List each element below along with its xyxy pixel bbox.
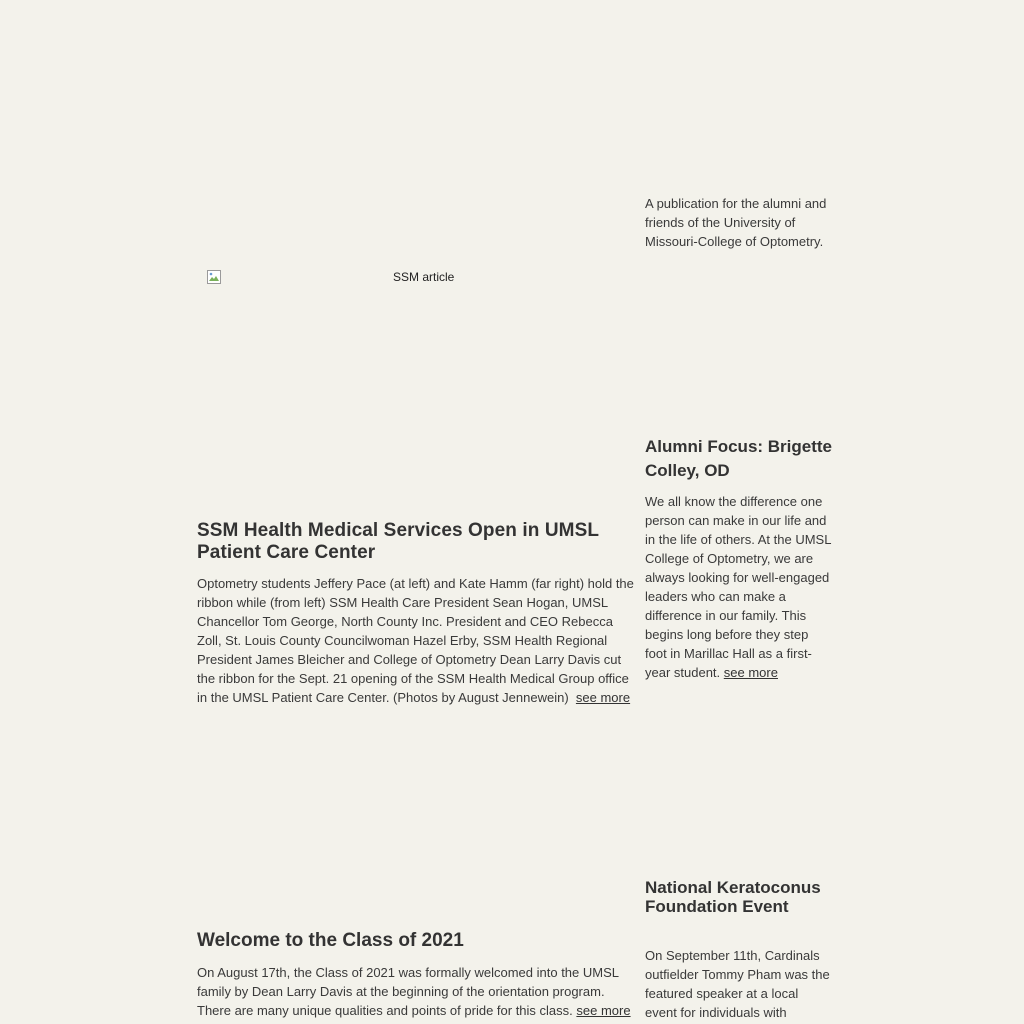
publication-tagline: A publication for the alumni and friends of the University of Missouri-College of Optometry.: [645, 196, 827, 249]
alumni-focus-summary: [645, 492, 831, 682]
ssm-article-image[interactable]: [207, 269, 637, 499]
class-2021-summary: [197, 963, 637, 1020]
broken-image-icon: [207, 270, 221, 284]
class-2021-title[interactable]: Welcome to the Class of 2021: [197, 930, 464, 951]
ssm-article-body: Optometry students Jeffery Pace (at left) and Kate Hamm (far right) hold the ribbon while (from left) SSM Health Care President Sean Hogan, UMSL Chancellor Tom George, North County Inc. President and CEO Rebecca Zoll, St. Louis County Councilwoman Hazel Erby, SSM Health Regional President James Bleicher and College of Optometry Dean Larry Davis cut the ribbon for the Sept. 21 opening of the SSM Health Medical Group office in the UMSL Patient Care Center. (Photos by August Jennewein): [197, 576, 634, 705]
class-2021-body: On August 17th, the Class of 2021 was formally welcomed into the UMSL family by Dean Larry Davis at the beginning of the orientation program. There are many unique qualities and points of pride for this class.: [197, 965, 619, 1018]
ssm-see-more-link[interactable]: see more: [575, 690, 631, 705]
keratoconus-event-body: On September 11th, Cardinals outfielder Tommy Pham was the featured speaker at a local event for individuals with: [645, 948, 830, 1020]
class-2021-see-more-link[interactable]: see more: [576, 1003, 631, 1018]
image-alt-text: SSM article: [393, 270, 455, 284]
alumni-focus-see-more-link[interactable]: see more: [723, 665, 778, 680]
alumni-focus-title[interactable]: Alumni Focus: Brigette Colley, OD: [645, 437, 833, 480]
ssm-article-title[interactable]: SSM Health Medical Services Open in UMSL Patient Care Center: [197, 520, 599, 563]
ssm-article-summary: [197, 574, 637, 707]
keratoconus-event-title[interactable]: National Keratoconus Foundation Event: [645, 878, 821, 916]
alumni-focus-body: We all know the difference one person can make in our life and in the life of others. At the UMSL College of Optometry, we are always looking for well-engaged leaders who can make a difference in our family. This begins long before they step foot in Marillac Hall as a first-year student.: [645, 494, 831, 680]
